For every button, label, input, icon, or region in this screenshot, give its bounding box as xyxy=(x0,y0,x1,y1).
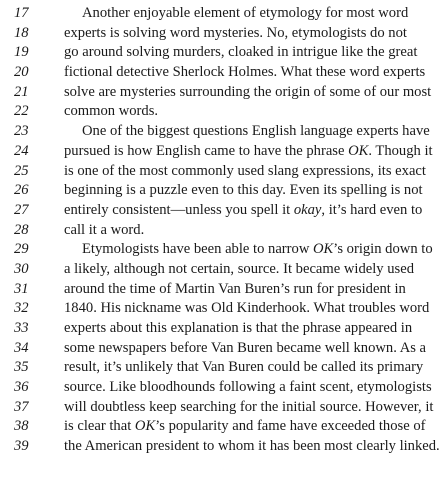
line-number: 24 xyxy=(14,142,29,159)
text-segment: beginning is a puzzle even to this day. Even its spelling is not xyxy=(64,182,423,199)
text-segment: is clear that xyxy=(64,418,135,435)
line-number: 37 xyxy=(14,398,29,415)
passage-line xyxy=(0,24,412,44)
line-text xyxy=(64,378,432,398)
passage-line xyxy=(0,339,427,359)
passage-line xyxy=(0,102,412,122)
text-segment: is one of the most commonly used slang expressions, its exact xyxy=(64,162,426,179)
line-text xyxy=(82,122,430,142)
line-number: 36 xyxy=(14,379,29,396)
passage-line xyxy=(0,83,432,103)
text-segment: go around solving murders, cloaked in intrigue like the great xyxy=(64,44,418,61)
line-number: 17 xyxy=(14,5,29,21)
text-segment: the American president to whom it has been most clearly linked. xyxy=(64,438,440,455)
line-text xyxy=(64,43,417,63)
text-segment: some newspapers before Van Buren became well known. As a xyxy=(64,339,427,356)
line-text xyxy=(64,319,412,339)
passage-line xyxy=(0,63,426,83)
line-number: 18 xyxy=(14,24,29,41)
text-segment: ’s origin down to xyxy=(333,241,433,258)
line-text xyxy=(82,240,433,260)
passage-line xyxy=(0,162,426,182)
passage-line xyxy=(0,181,423,201)
line-text xyxy=(64,24,407,44)
text-segment: ’s popularity and fame have exceeded those of xyxy=(155,418,426,435)
text-segment: around the time of Martin Van Buren’s run for president in xyxy=(64,280,406,297)
passage-line xyxy=(0,299,430,319)
line-number: 29 xyxy=(14,241,29,258)
passage-line xyxy=(0,260,412,280)
line-text xyxy=(64,417,426,437)
passage-line xyxy=(0,221,412,241)
passage-line xyxy=(0,319,412,339)
line-number: 31 xyxy=(14,280,29,297)
line-number: 26 xyxy=(14,182,29,199)
passage-line xyxy=(0,378,432,398)
text-segment: 1840. His nickname was Old Kinderhook. What troubles word xyxy=(64,300,430,317)
italic-term: OK xyxy=(313,241,334,258)
text-segment: a likely, although not certain, source. It became widely used xyxy=(64,260,414,277)
line-text xyxy=(64,299,429,319)
passage-line xyxy=(0,240,433,260)
line-text xyxy=(64,260,414,280)
line-number: 28 xyxy=(14,221,29,238)
passage-line xyxy=(0,4,412,24)
line-number: 34 xyxy=(14,339,29,356)
text-segment: experts about this explanation is that the phrase appeared in xyxy=(64,320,413,336)
passage xyxy=(0,4,440,457)
line-text xyxy=(64,63,425,83)
passage-line xyxy=(0,358,424,378)
italic-term: okay xyxy=(293,201,322,218)
passage-line xyxy=(0,437,440,457)
italic-term: OK xyxy=(134,418,156,435)
passage-line xyxy=(0,280,412,300)
line-number: 35 xyxy=(14,359,29,376)
line-text xyxy=(64,102,158,122)
text-segment: result, it’s unlikely that Van Buren could be called its primary xyxy=(64,359,424,376)
passage-line xyxy=(0,201,423,221)
passage-line xyxy=(0,398,434,418)
text-segment: entirely consistent—unless you spell it xyxy=(64,201,294,218)
italic-term: OK xyxy=(348,142,369,159)
line-text xyxy=(64,280,406,300)
line-text xyxy=(64,339,426,359)
text-segment: fictional detective Sherlock Holmes. What these word experts xyxy=(64,64,426,81)
text-segment: . Though it xyxy=(368,142,433,159)
line-number: 33 xyxy=(14,320,29,336)
text-segment: will doubtless keep searching for the initial source. However, it xyxy=(64,398,434,415)
line-text xyxy=(64,221,144,241)
text-segment: experts is solving word mysteries. No, etymologists do not xyxy=(64,24,407,41)
line-text xyxy=(64,142,433,162)
line-number: 23 xyxy=(14,123,29,140)
line-number: 21 xyxy=(14,83,29,100)
line-text xyxy=(64,162,426,182)
text-segment: solve are mysteries surrounding the origin of some of our most xyxy=(64,83,432,100)
line-text xyxy=(64,437,440,457)
passage-line xyxy=(0,417,426,437)
line-text xyxy=(64,398,433,418)
line-number: 20 xyxy=(14,64,29,81)
text-segment: Etymologists have been able to narrow xyxy=(82,241,314,258)
line-text xyxy=(82,4,408,24)
text-segment: common words. xyxy=(64,103,159,120)
line-number: 19 xyxy=(14,44,29,61)
line-text xyxy=(64,181,423,201)
passage-line xyxy=(0,142,433,162)
line-number: 32 xyxy=(14,300,29,317)
line-number: 27 xyxy=(14,201,29,218)
text-segment: Another enjoyable element of etymology for most word xyxy=(82,5,409,21)
passage-line xyxy=(0,122,430,142)
text-segment: One of the biggest questions English language experts have xyxy=(82,123,430,140)
line-number: 38 xyxy=(14,418,29,435)
line-number: 30 xyxy=(14,260,29,277)
line-text xyxy=(64,358,423,378)
line-number: 39 xyxy=(14,438,29,455)
text-segment: pursued is how English came to have the phrase xyxy=(64,142,349,159)
passage-line xyxy=(0,43,418,63)
line-text xyxy=(64,83,431,103)
line-number: 25 xyxy=(14,162,29,179)
text-segment: call it a word. xyxy=(64,221,145,238)
text-segment: source. Like bloodhounds following a faint scent, etymologists xyxy=(64,379,432,396)
line-number: 22 xyxy=(14,103,29,120)
text-segment: , it’s hard even to xyxy=(321,201,423,218)
line-text xyxy=(64,201,422,221)
